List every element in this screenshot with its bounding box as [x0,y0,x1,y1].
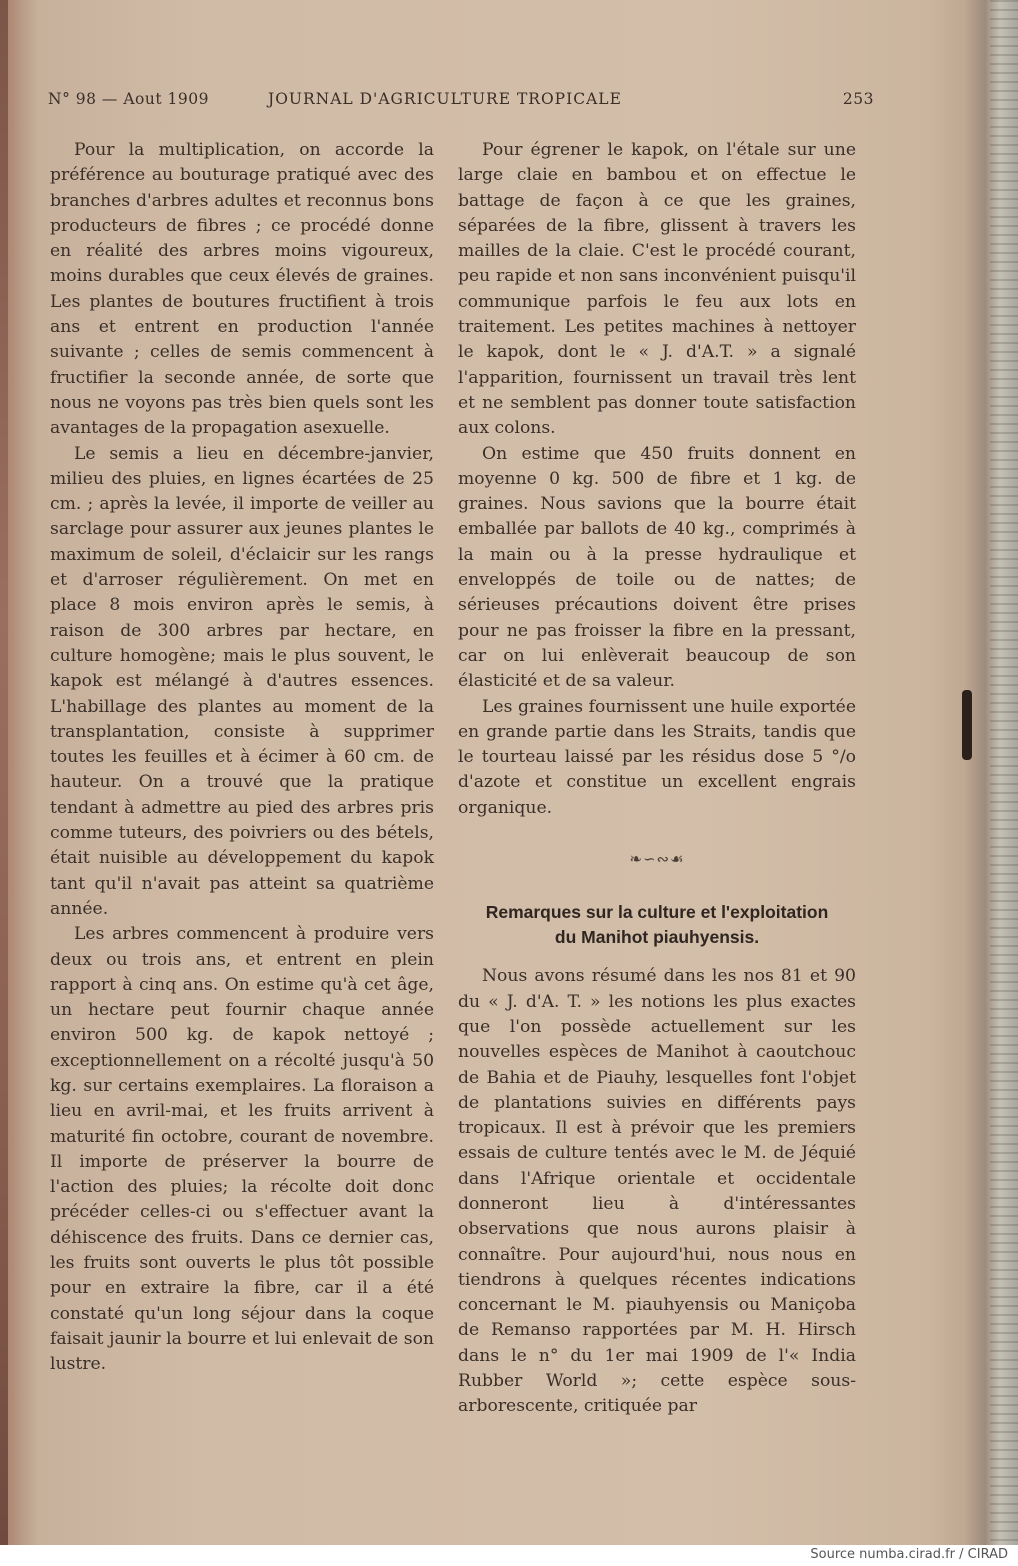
right-column [458,138,856,1420]
binding-edge [990,0,1018,1545]
section-title [458,900,856,950]
running-header [48,90,874,118]
paragraph: Les graines fournissent une huile exportée en grande partie dans les Straits, tandis que le tourteau laissé par les résidus dose 5 °/o d'azote et constitue un excellent engrais organique. [458,696,856,818]
journal-title: JOURNAL D'AGRICULTURE TROPICALE [268,90,622,108]
paragraph: Pour la multiplication, on accorde la préférence au bouturage pratiqué avec des branches d'arbres adultes et reconnus bons producteurs de fibres ; ce procédé donne en réalité des arbres moins vigoureux, moins durables que ceux élevés de graines. Les plantes de boutures fructifient à trois ans et entrent en production l'année suivante ; celles de semis commencent à fructifier la seconde année, de sorte que nous ne voyons pas très bien quels sont les avantages de la propagation asexuelle. [50,140,434,439]
section-title-line: du Manihot piauhyensis. [554,927,760,948]
page-left-edge [0,0,8,1545]
source-credit: Source numba.cirad.fr / CIRAD [810,1547,1008,1562]
footer-bar [0,1545,1018,1566]
issue-label: N° 98 — Aout 1909 [48,90,209,108]
section-divider-ornament: ❧∽∾☙ [629,850,685,869]
paragraph: Nous avons résumé dans les nos 81 et 90 du « J. d'A. T. » les notions les plus exactes que l'on possède actuellement sur les nouvelles espèces de Manihot à caoutchouc de Bahia et de Piauhy, lesquelles font l'objet de plantations suivies en différents pays tropicaux. Il est à prévoir que les premiers essais de culture tentés avec le M. de Jéquié dans l'Afrique orientale et occidentale donneront lieu à d'intéressantes observations que nous aurons plaisir à connaître. Pour aujourd'hui, nous nous en tiendrons à quelques récentes indications concernant le M. piauhyensis ou Maniçoba de Remanso rapportées par M. H. Hirsch dans le n° du 1er mai 1909 de l'« India Rubber World »; cette espèce sous-arborescente, critiquée par [458,966,856,1417]
paragraph: Le semis a lieu en décembre-janvier, milieu des pluies, en lignes écartées de 25 cm. ; après la levée, il importe de veiller au sarclage pour assurer aux jeunes plantes le maximum de soleil, d'éclaicir sur les rangs et d'arroser régulièrement. On met en place 8 mois environ après le semis, à raison de 300 arbres par hectare, en culture homogène; mais le plus souvent, le kapok est mélangé à d'autres essences. L'habillage des plantes au moment de la transplantation, consiste à supprimer toutes les feuilles et à écimer à 60 cm. de hauteur. On a trouvé que la pratique tendant à admettre au pied des arbres pris comme tuteurs, des poivriers ou des bétels, était nuisible au développement du kapok tant qu'il n'avait pas atteint sa quatrième année. [50,443,434,919]
paragraph: On estime que 450 fruits donnent en moyenne 0 kg. 500 de fibre et 1 kg. de graines. Nous savions que la bourre était emballée par ballots de 40 kg., comprimés à la main ou à la presse hydraulique et enveloppés de toile ou de nattes; de sérieuses précautions doivent être prises pour ne pas froisser la fibre en la pressant, car on lui enlèverait beaucoup de son élasticité et de sa valeur. [458,443,856,692]
journal-page [28,0,978,1545]
left-column [50,138,434,1378]
section-title-line: Remarques sur la culture et l'exploitation [485,902,829,923]
page-number: 253 [842,90,874,108]
paragraph: Les arbres commencent à produire vers deux ou trois ans, et entrent en plein rapport à cinq ans. On estime qu'à cet âge, un hectare peut fournir chaque année environ 500 kg. de kapok nettoyé ; exceptionnellement on a récolté jusqu'à 50 kg. sur certains exemplaires. La floraison a lieu en avril-mai, et les fruits arrivent à maturité fin octobre, courant de novembre. Il importe de préserver la bourre de l'action des pluies; la récolte doit donc précéder celles-ci ou s'effectuer avant la déhiscence des fruits. Dans ce dernier cas, les fruits sont ouverts le plus tôt possible pour en extraire la fibre, car il a été constaté qu'un long séjour dans la coque faisait jaunir la bourre et lui enlevait de son lustre. [50,924,434,1375]
paragraph: Pour égrener le kapok, on l'étale sur une large claie en bambou et on effectue le battage de façon à ce que les graines, séparées de la fibre, glissent à travers les mailles de la claie. C'est le procédé courant, peu rapide et non sans inconvénient puisqu'il communique parfois le feu aux lots en traitement. Les petites machines à nettoyer le kapok, dont le « J. d'A.T. » a signalé l'apparition, fournissent un travail très lent et ne semblent pas donner toute satisfaction aux colons. [458,140,856,439]
